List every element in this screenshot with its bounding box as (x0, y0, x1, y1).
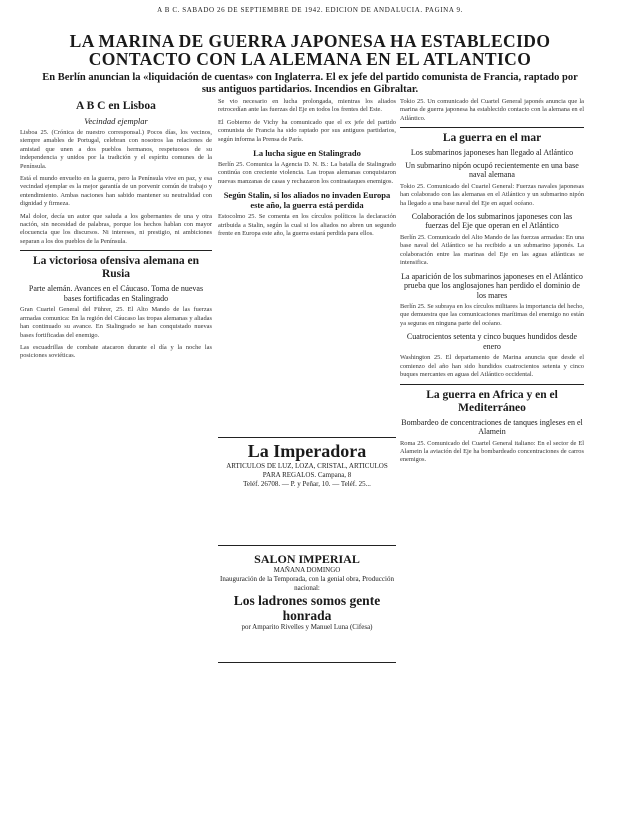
section-title-lisboa: A B C en Lisboa (76, 100, 156, 112)
article-paragraph: El Gobierno de Vichy ha comunicado que el ex jefe del partido comunista de Francia ha sido raptado por sus antiguos partidarios, según informa la Prensa de París. (218, 118, 396, 143)
film-credits: por Amparito Rivelles y Manuel Luna (Cifesa) (241, 623, 373, 631)
running-head: A B C. SABADO 26 DE SEPTIEMBRE DE 1942. EDICION DE ANDALUCIA. PAGINA 9. (157, 6, 463, 14)
ad-title: La Imperadora (247, 441, 367, 461)
column-1 (20, 98, 212, 802)
article-paragraph: Se vio necesario en lucha prolongada, mientras los aliados retrocedían ante las fuerzas del Eje en todos los frentes del Este. (218, 98, 396, 114)
ad-title: SALON IMPERIAL (254, 552, 360, 566)
ad-line: Inauguración de la Temporada, con la genial obra, Producción nacional: (220, 575, 394, 592)
section-deck: Colaboración de los submarinos japoneses con las fuerzas del Eje que operan en el Atlántico (411, 211, 573, 231)
section-subtitle-lisboa: Vecindad ejemplar (84, 116, 148, 126)
advertisement-imperadora (218, 437, 396, 546)
ad-line: Teléf. 26708. — P. y Peñar, 10. — Teléf. 25... (243, 480, 371, 488)
article-head-stalin: Según Stalin, si los aliados no invaden Europa este año, la guerra está perdida (223, 190, 391, 211)
article-paragraph: Berlín 25. Comunica la Agencia D. N. B.: La batalla de Stalingrado continúa con creciente violencia. Las tropas alemanas conquistaron nuevas manzanas de casas y rechazaron los contraataques enemigos. (218, 161, 396, 185)
article-paragraph: Tokio 25. Un comunicado del Cuartel General japonés anuncia que la marina de guerra japonesa ha establecido contacto con la alemana en el Atlántico. (400, 98, 584, 122)
section-deck-rusia: Parte alemán. Avances en el Cáucaso. Toma de nuevas bases fortificadas en Stalingrado (28, 284, 204, 303)
article-paragraph: Las escuadrillas de combate atacaron durante el día y la noche las posiciones soviéticas. (20, 343, 212, 360)
film-title: Los ladrones somos gente honrada (233, 593, 381, 623)
section-deck: Bombardeo de concentraciones de tanques ingleses en el Alamein (401, 417, 583, 436)
section-deck: La aparición de los submarinos japoneses en el Atlántico prueba que los anglosajones han perdido el dominio de los mares (401, 271, 583, 300)
advertisement-salon-imperial (218, 552, 396, 663)
article-head-stalingrado: La lucha sigue en Stalingrado (253, 148, 361, 159)
column-rule (20, 250, 212, 251)
sub-headline: En Berlín anuncian la «liquidación de cuentas» con Inglaterra. El ex jefe del partido comunista de Francia, raptado por sus antiguos partidarios. Incendios en Gibraltar. (42, 72, 578, 95)
section-deck: Un submarino nipón ocupó recientemente en una base naval alemana (405, 160, 579, 180)
ad-line: ARTICULOS DE LUZ, LOZA, CRISTAL, ARTICULOS PARA REGALOS. Campana, 8 (226, 462, 388, 479)
article-paragraph: Lisboa 25. (Crónica de nuestro corresponsal.) Pocos días, los vecinos, siempre amables de Portugal, celebran con nosotros las relaciones de amistad que unen a dos pueblos hermanos, respetuosos de su independencia y unidos por la tradición y el espíritu comunes de la Península. (20, 129, 212, 170)
column-rule (400, 384, 584, 385)
column-3 (400, 98, 584, 802)
section-deck: Los submarinos japoneses han llegado al Atlántico (410, 148, 574, 158)
article-paragraph: Estocolmo 25. Se comenta en los círculos políticos la declaración atribuida a Stalin, según la cual si los aliados no abren un segundo frente en Europa este año, la guerra estará perdida para ellos. (218, 213, 396, 238)
section-title-rusia: La victoriosa ofensiva alemana en Rusia (32, 255, 200, 281)
article-paragraph: Tokio 25. Comunicado del Cuartel General: Fuerzas navales japonesas han colaborado con las alemanas en el Atlántico y un submarino nipón ha llegado a una base naval del Eje en aquel océano. (400, 182, 584, 207)
section-title-mar: La guerra en el mar (442, 132, 542, 145)
article-paragraph: Berlín 25. Se subraya en los círculos militares la importancia del hecho, que demuestra que las comunicaciones marítimas del enemigo no están ya seguras en ninguna parte del océano. (400, 303, 584, 327)
main-headline: LA MARINA DE GUERRA JAPONESA HA ESTABLECIDO CONTACTO CON LA ALEMANA EN EL ATLANTICO (69, 31, 551, 69)
ad-line: MAÑANA DOMINGO (273, 566, 341, 574)
article-paragraph: Mal dolor, decía un autor que saluda a los gobernantes de una y otra nación, sin necesidad de palabras, porque los hechos hablan con mayor elocuencia que los discursos. Ni intereses, ni prestigio, ni ambiciones separan a los dos pueblos de la Península. (20, 212, 212, 245)
article-paragraph: Gran Cuartel General del Führer, 25. El Alto Mando de las fuerzas armadas comunica: En la región del Cáucaso las tropas alemanas y aliadas han continuado su avance. En Stalingrado se han conquistado nuevas bases fortificadas del enemigo. (20, 306, 212, 339)
article-paragraph: Berlín 25. Comunicado del Alto Mando de las fuerzas armadas: En una base naval del Atlántico se ha recibido a un submarino japonés. La colaboración entre las marinas del Eje en las aguas atlánticas se intensifica. (400, 233, 584, 267)
article-paragraph: Roma 25. Comunicado del Cuartel General italiano: En el sector de El Alamein la aviación del Eje ha bombardeado concentraciones de carros enemigos. (400, 439, 584, 464)
article-paragraph: Está el mundo envuelto en la guerra, pero la Península vive en paz, y esa vecindad ejemplar es la mejor garantía de un porvenir común de trabajo y entendimiento. Ambas naciones han sabido mantener su neutralidad con dignidad y firmeza. (20, 175, 212, 208)
column-rule (400, 127, 584, 128)
section-title-africa: La guerra en Africa y en el Mediterráneo (426, 388, 558, 414)
column-2 (218, 98, 396, 416)
section-deck: Cuatrocientos setenta y cinco buques hundidos desde enero (406, 332, 578, 351)
article-paragraph: Washington 25. El departamento de Marina anuncia que desde el comienzo del año han sido hundidos cuatrocientos setenta y cinco buques mercantes en aguas del Atlántico occidental. (400, 354, 584, 379)
